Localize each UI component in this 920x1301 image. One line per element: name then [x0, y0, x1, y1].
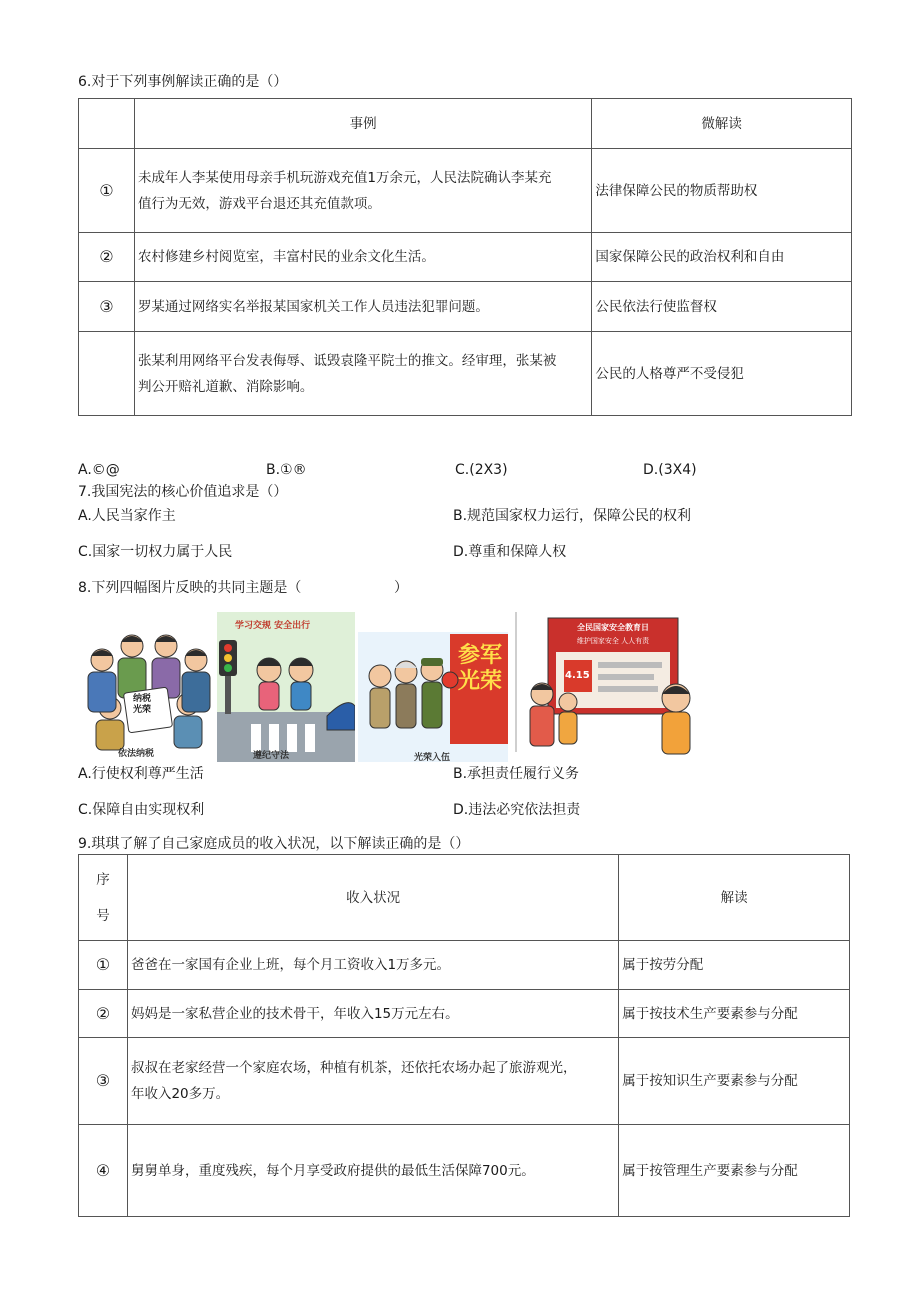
row-number: [79, 332, 135, 416]
picture-caption: 遵纪守法: [253, 751, 290, 761]
q7-option-c[interactable]: C.国家一切权力属于人民: [78, 544, 233, 560]
income-text: [127, 1038, 618, 1125]
q6-option-d[interactable]: D.(3X4): [643, 462, 697, 478]
table-row: [79, 1125, 850, 1217]
picture-caption: 光荣入伍: [414, 753, 451, 762]
q6-stem: 6.对于下列事例解读正确的是（）: [78, 74, 288, 90]
picture-divider: [515, 612, 517, 752]
tax-cartoon-icon: [80, 612, 216, 762]
board-title: 全民国家安全教育日: [577, 623, 649, 632]
picture-security: [520, 612, 700, 762]
table-row: [79, 941, 850, 990]
head-num-line: 序: [96, 871, 110, 888]
q6-head-case: 事例: [134, 99, 591, 149]
q6-option-a[interactable]: A.©@: [78, 462, 120, 478]
row-number: ②: [79, 990, 128, 1038]
q6-head-num: [79, 99, 135, 149]
case-text: [134, 332, 591, 416]
case-line: 值行为无效，游戏平台退还其充值款项。: [137, 195, 381, 212]
q7-option-d[interactable]: D.尊重和保障人权: [453, 544, 567, 560]
q8-option-c[interactable]: C.保障自由实现权利: [78, 802, 205, 818]
reading-text: 属于按技术生产要素参与分配: [619, 990, 850, 1038]
case-text: 农村修建乡村阅览室，丰富村民的业余文化生活。: [134, 233, 591, 282]
reading-text: 属于按劳分配: [619, 941, 850, 990]
q9-head-income: 收入状况: [127, 855, 618, 941]
army-poster-text: 参军光荣: [458, 642, 503, 694]
income-line: 叔叔在老家经营一个家庭农场，种植有机茶，还依托农场办起了旅游观光，: [130, 1060, 577, 1076]
table-row: [79, 1038, 850, 1125]
table-row: [79, 990, 850, 1038]
security-cartoon-icon: [520, 612, 700, 762]
q7-option-b[interactable]: B.规范国家权力运行，保障公民的权利: [453, 508, 692, 524]
case-line: 未成年人李某使用母亲手机玩游戏充值1万余元，人民法院确认李某充: [137, 169, 552, 186]
reading-text: 属于按知识生产要素参与分配: [619, 1038, 850, 1125]
q7-option-a[interactable]: A.人民当家作主: [78, 508, 176, 524]
reading-text: 公民的人格尊严不受侵犯: [592, 332, 852, 416]
table-row: [79, 233, 852, 282]
reading-text: 公民依法行使监督权: [592, 282, 852, 332]
income-line: 年收入20多万。: [130, 1086, 230, 1102]
table-row: [79, 332, 852, 416]
picture-traffic: [217, 612, 355, 762]
board-date: 4.15: [565, 670, 590, 681]
q8-stem-end: ）: [394, 580, 408, 596]
q7-stem: 7.我国宪法的核心价值追求是（）: [78, 484, 288, 500]
income-text: 爸爸在一家国有企业上班，每个月工资收入1万多元。: [127, 941, 618, 990]
traffic-sign-text: 学习交规 安全出行: [235, 621, 311, 631]
case-text: 罗某通过网络实名举报某国家机关工作人员违法犯罪问题。: [134, 282, 591, 332]
traffic-cartoon-icon: [217, 612, 355, 762]
picture-caption: 依法纳税: [118, 749, 155, 759]
q6-head-read: 微解读: [592, 99, 852, 149]
row-number: ②: [79, 233, 135, 282]
q6-option-b[interactable]: B.①®: [266, 462, 307, 478]
q8-picture-strip: [80, 612, 720, 762]
picture-army: [358, 612, 508, 762]
q6-option-c[interactable]: C.(2X3): [455, 462, 508, 478]
q6-table: [78, 98, 852, 416]
tax-badge-text: 纳税 光荣: [133, 694, 152, 715]
case-line: 判公开赔礼道歉、消除影响。: [137, 378, 314, 395]
q8-option-b[interactable]: B.承担责任履行义务: [453, 766, 580, 782]
head-num-line: 号: [96, 907, 110, 924]
reading-text: 属于按管理生产要素参与分配: [619, 1125, 850, 1217]
row-number: ①: [79, 941, 128, 990]
q8-stem: 8.下列四幅图片反映的共同主题是（: [78, 580, 302, 596]
table-row: [79, 149, 852, 233]
income-text: 妈妈是一家私营企业的技术骨干，年收入15万元左右。: [127, 990, 618, 1038]
reading-text: 国家保障公民的政治权利和自由: [592, 233, 852, 282]
board-subtitle: 维护国家安全 人人有责: [576, 637, 650, 645]
q9-head-num: [79, 855, 128, 941]
q9-stem: 9.琪琪了解了自己家庭成员的收入状况，以下解读正确的是（）: [78, 836, 470, 852]
q9-table: [78, 854, 850, 1217]
case-line: 张某利用网络平台发表侮辱、诋毁袁隆平院士的推文。经审理，张某被: [137, 352, 557, 369]
reading-text: 法律保障公民的物质帮助权: [592, 149, 852, 233]
q8-option-d[interactable]: D.违法必究依法担责: [453, 802, 581, 818]
q9-head-read: 解读: [619, 855, 850, 941]
income-text: 舅舅单身，重度残疾，每个月享受政府提供的最低生活保障700元。: [127, 1125, 618, 1217]
row-number: ③: [79, 282, 135, 332]
q8-option-a[interactable]: A.行使权利尊严生活: [78, 766, 204, 782]
row-number: ③: [79, 1038, 128, 1125]
row-number: ①: [79, 149, 135, 233]
table-row: [79, 282, 852, 332]
row-number: ④: [79, 1125, 128, 1217]
picture-tax: [80, 612, 216, 762]
case-text: [134, 149, 591, 233]
